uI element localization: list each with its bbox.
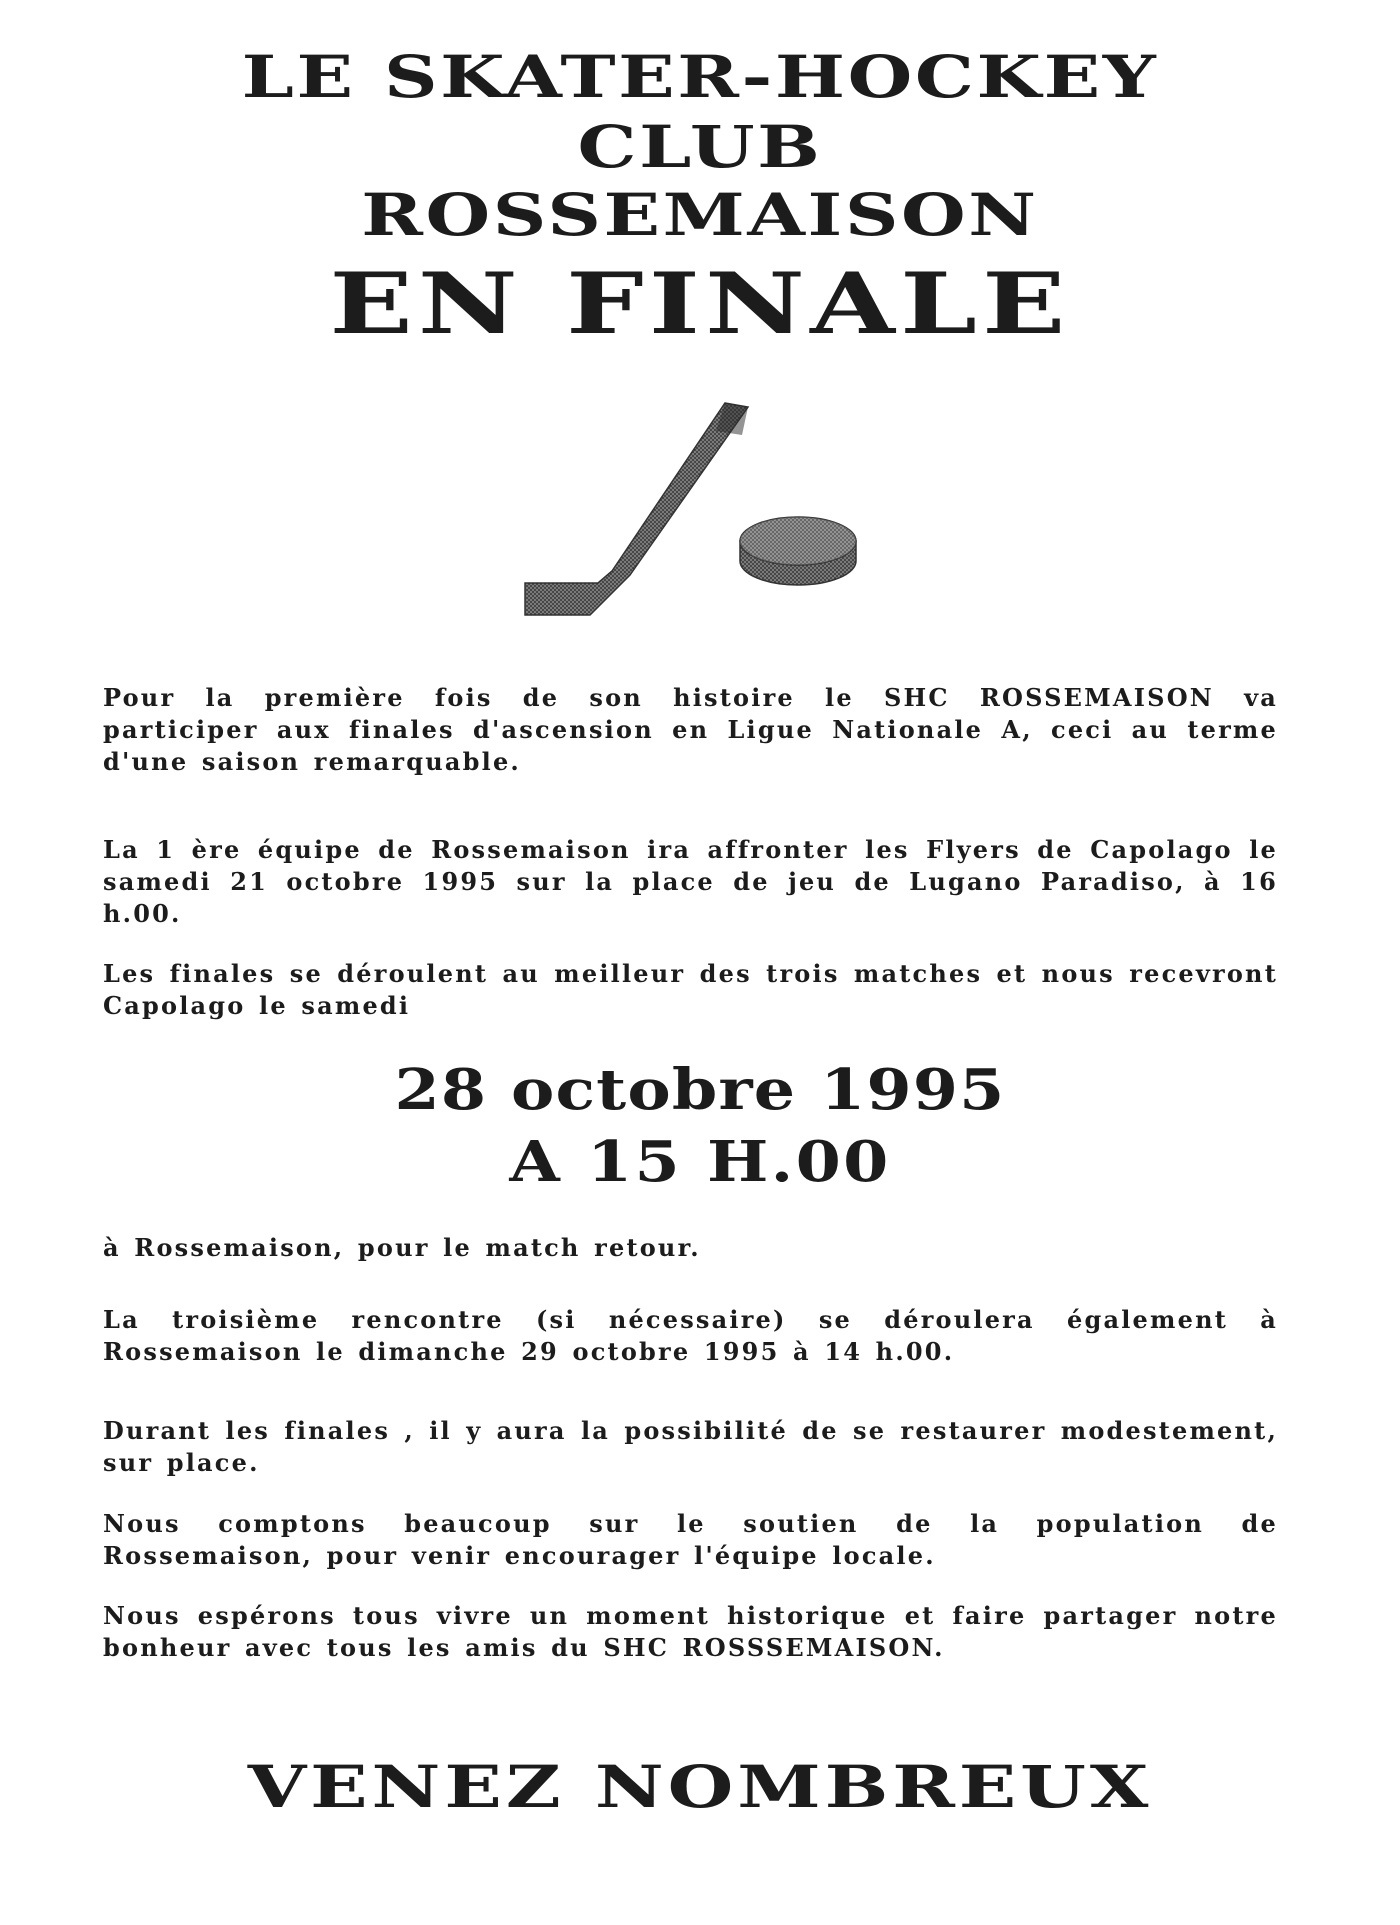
title-en-finale: EN FINALE xyxy=(329,254,1071,353)
third-match-paragraph: La troisième rencontre (si nécessaire) se déroulera également à Rossemaison le dimanche 29 octobre 1995 à 14 h.00. xyxy=(103,1305,1278,1366)
finals-format-paragraph: Les finales se déroulent au meilleur des trois matches et nous recevront Capolago le samedi xyxy=(103,959,1278,1020)
closing-paragraph: Nous espérons tous vivre un moment historique et faire partager notre bonheur avec tous les amis du SHC ROSSSEMAISON. xyxy=(103,1601,1278,1662)
return-match-paragraph: à Rossemaison, pour le match retour. xyxy=(103,1233,701,1262)
title-line-3: ROSSEMAISON xyxy=(361,181,1039,249)
home-match-time: A 15 H.00 xyxy=(509,1129,891,1195)
intro-paragraph: Pour la première fois de son histoire le SHC ROSSEMAISON va participer aux finales d'ascension en Ligue Nationale A, ceci au terme d'une saison remarquable. xyxy=(103,683,1278,776)
hockey-illustration xyxy=(520,395,880,630)
hockey-stick-icon xyxy=(525,403,748,615)
support-paragraph: Nous comptons beaucoup sur le soutien de la population de Rossemaison, pour venir encourager l'équipe locale. xyxy=(103,1509,1278,1570)
title-line-1: LE SKATER-HOCKEY xyxy=(241,43,1159,111)
first-match-paragraph: La 1 ère équipe de Rossemaison ira affronter les Flyers de Capolago le samedi 21 octobre 1995 sur la place de jeu de Lugano Paradiso, à 16 h.00. xyxy=(103,835,1278,928)
catering-paragraph: Durant les finales , il y aura la possibilité de se restaurer modestement, sur place. xyxy=(103,1416,1278,1477)
title-line-2: CLUB xyxy=(577,113,823,181)
hockey-puck-icon xyxy=(740,517,856,585)
home-match-date: 28 octobre 1995 xyxy=(394,1057,1006,1123)
venez-nombreux-heading: VENEZ NOMBREUX xyxy=(247,1753,1153,1821)
